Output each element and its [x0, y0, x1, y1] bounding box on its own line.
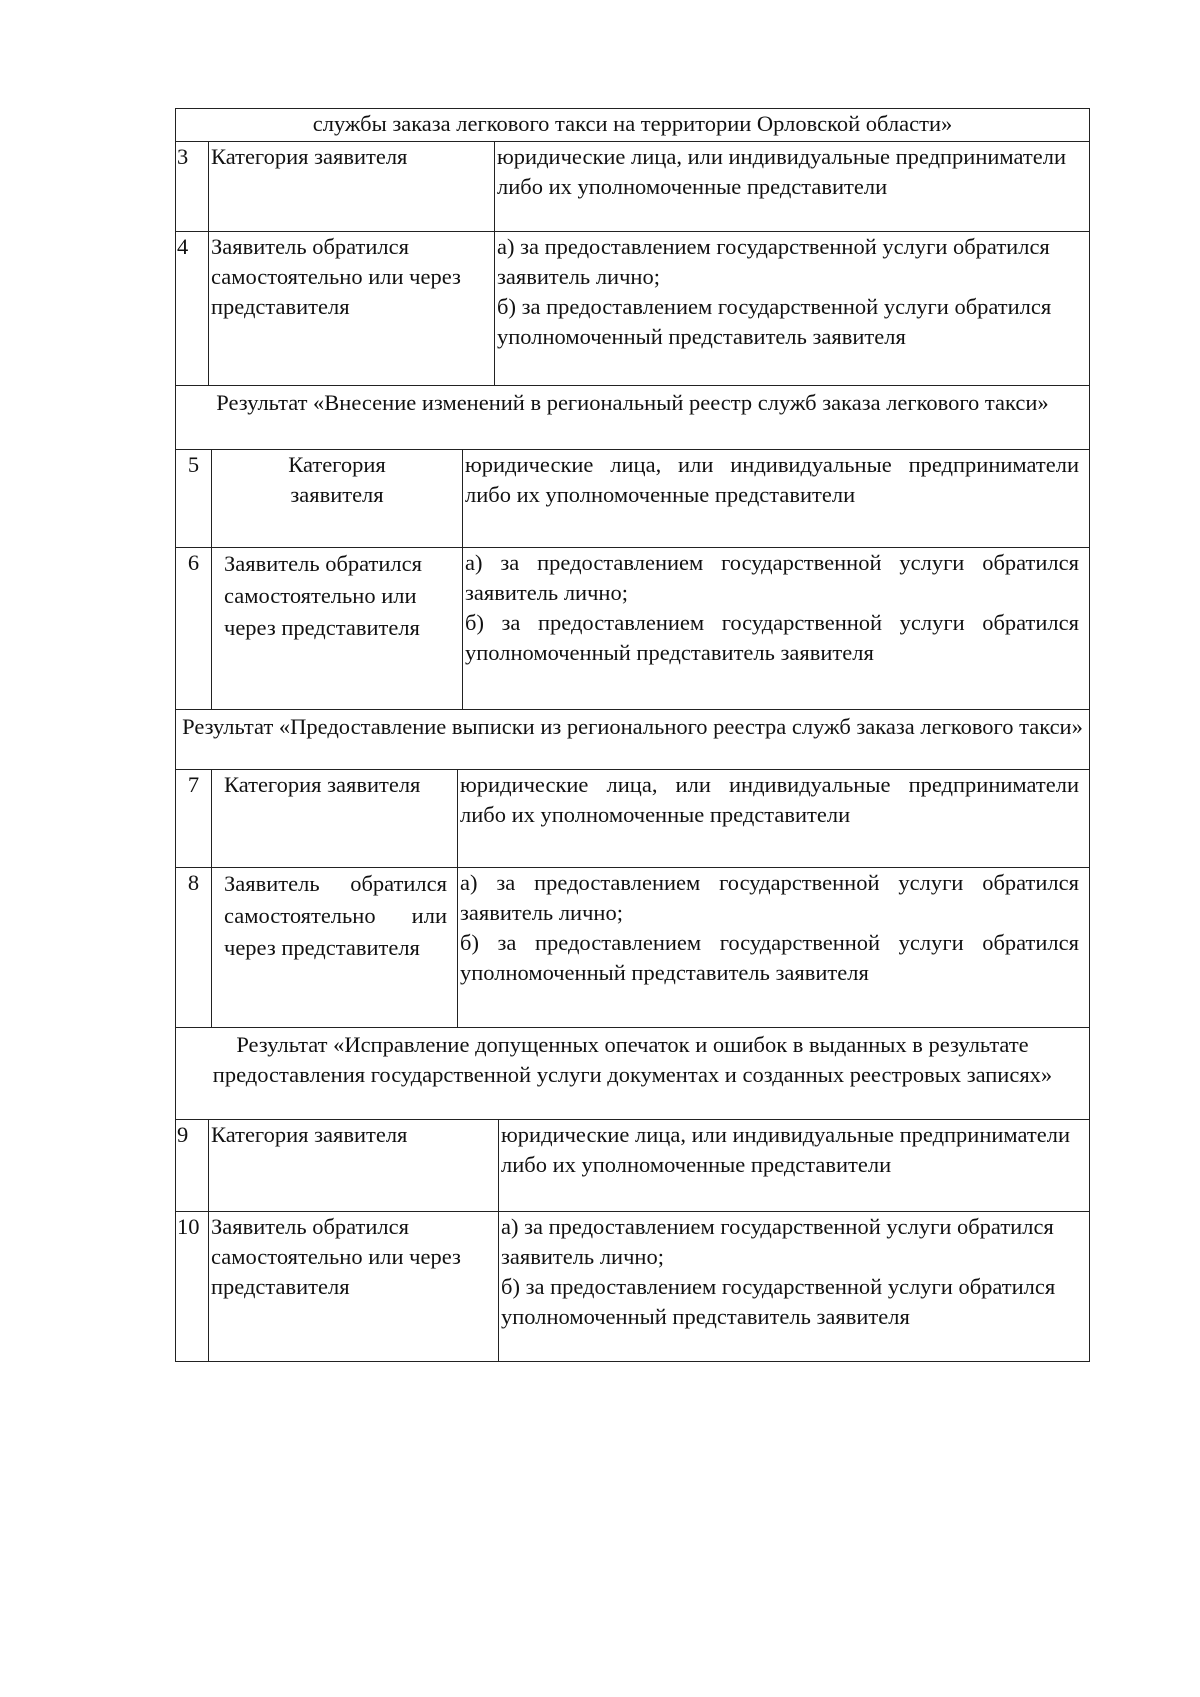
value-option-a: а) за предоставлением государственной услуги обратился заявитель лично;	[497, 234, 1050, 289]
row-number: 4	[177, 234, 189, 259]
table-row	[176, 141, 1089, 231]
table-row	[176, 231, 1089, 385]
row-label: Заявитель обратился самостоятельно или через представителя	[211, 548, 462, 709]
row-label: Категория заявителя	[211, 450, 462, 547]
row-number: 5	[187, 452, 200, 477]
value-option-a: а) за предоставлением государственной услуги обратился заявитель лично;	[460, 870, 1079, 925]
row-value: юридические лица, или индивидуальные предприниматели либо их уполномоченные представители	[457, 770, 1089, 867]
row-value	[494, 232, 1089, 385]
section-header	[176, 1027, 1089, 1119]
table-row	[176, 769, 1089, 867]
table-row	[176, 449, 1089, 547]
table-row	[176, 867, 1089, 1027]
row-number: 3	[177, 144, 189, 169]
section-header-text: Результат «Предоставление выписки из регионального реестра служб заказа легкового такси»	[182, 714, 1083, 739]
section-header-text: Результат «Исправление допущенных опечаток и ошибок в выданных в результате предоставления государственной услуги документах и созданных реестровых записях»	[212, 1032, 1053, 1087]
value-option-a: а) за предоставлением государственной услуги обратился заявитель лично;	[501, 1214, 1054, 1269]
row-label: Категория заявителя	[208, 1120, 498, 1211]
table-row	[176, 1119, 1089, 1211]
row-number: 6	[187, 550, 200, 575]
applicant-table	[175, 108, 1090, 1362]
row-value: юридические лица, или индивидуальные предприниматели либо их уполномоченные представители	[498, 1120, 1089, 1211]
value-option-a: а) за предоставлением государственной услуги обратился заявитель лично;	[465, 550, 1079, 605]
row-label: Категория заявителя	[208, 142, 494, 231]
table-row	[176, 1211, 1089, 1361]
table-header-continuation	[176, 109, 1089, 141]
row-value	[462, 548, 1089, 709]
row-value	[498, 1212, 1089, 1361]
value-option-b: б) за предоставлением государственной услуги обратился уполномоченный представитель заявителя	[501, 1274, 1056, 1329]
section-header	[176, 709, 1089, 769]
row-label: Заявитель обратился самостоятельно или через представителя	[211, 868, 457, 1027]
row-number: 8	[187, 870, 200, 895]
row-number: 7	[187, 772, 200, 797]
section-header	[176, 385, 1089, 449]
row-label: Заявитель обратился самостоятельно или через представителя	[208, 1212, 498, 1361]
row-value	[457, 868, 1089, 1027]
header-text: службы заказа легкового такси на территории Орловской области»	[312, 111, 953, 136]
section-header-text: Результат «Внесение изменений в региональный реестр служб заказа легкового такси»	[216, 390, 1049, 415]
value-option-b: б) за предоставлением государственной услуги обратился уполномоченный представитель заявителя	[497, 294, 1052, 349]
row-label: Заявитель обратился самостоятельно или через представителя	[208, 232, 494, 385]
row-number: 9	[177, 1122, 189, 1147]
table-row	[176, 547, 1089, 709]
row-number: 10	[177, 1214, 200, 1239]
row-label: Категория заявителя	[211, 770, 457, 867]
row-value: юридические лица, или индивидуальные предприниматели либо их уполномоченные представители	[462, 450, 1089, 547]
row-value: юридические лица, или индивидуальные предприниматели либо их уполномоченные представители	[494, 142, 1089, 231]
value-option-b: б) за предоставлением государственной услуги обратился уполномоченный представитель заявителя	[465, 610, 1079, 665]
value-option-b: б) за предоставлением государственной услуги обратился уполномоченный представитель заявителя	[460, 930, 1079, 985]
